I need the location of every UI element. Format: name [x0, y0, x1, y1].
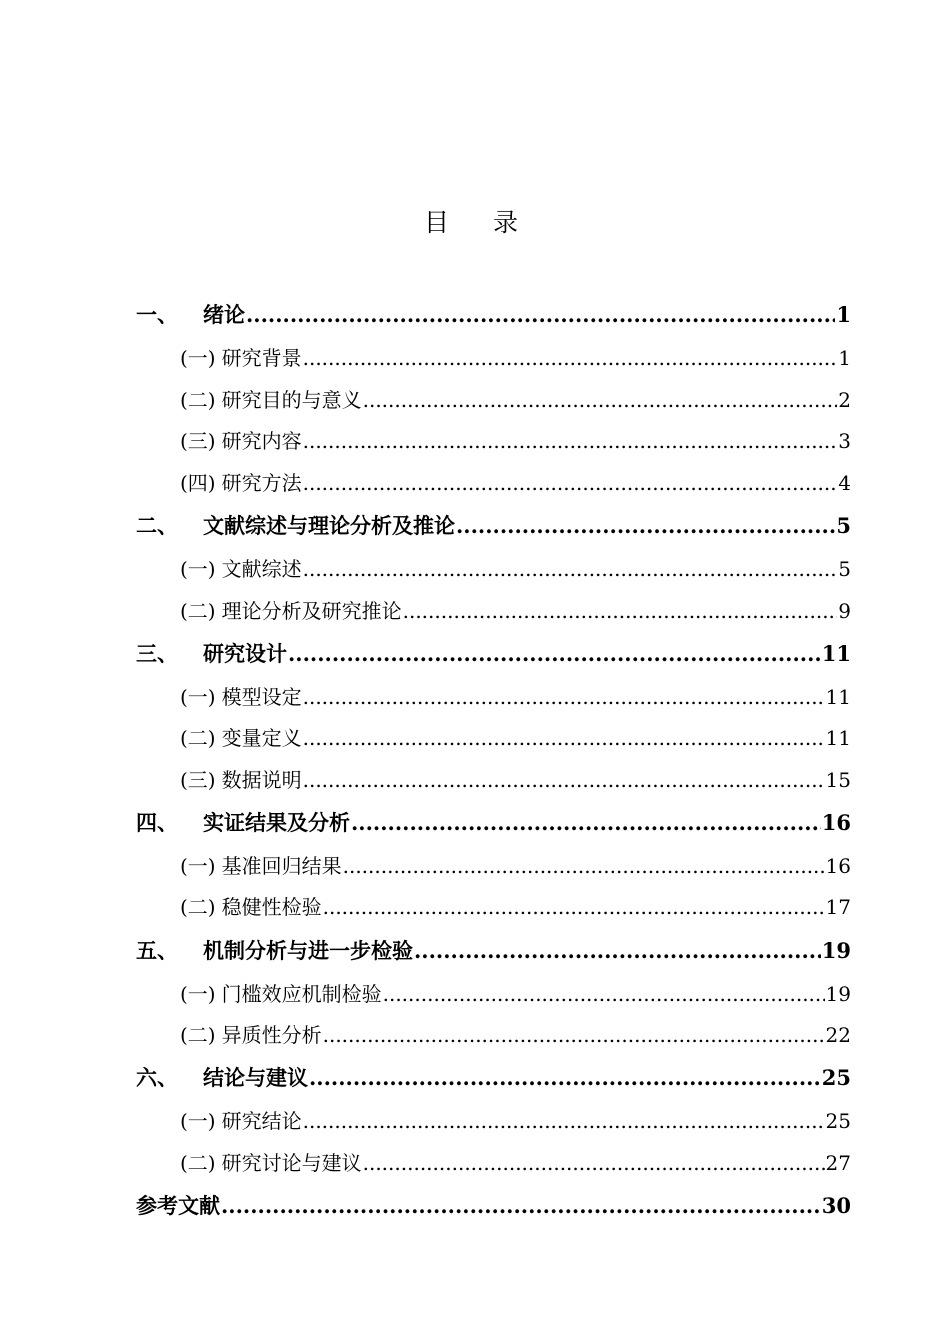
toc-leader-dots: [383, 981, 825, 1007]
toc-leader-dots: [403, 598, 838, 624]
toc-leader-dots: [303, 684, 825, 710]
toc-entry-number: 二、: [136, 513, 178, 538]
toc-leader-dots: [343, 853, 825, 879]
toc-entry[interactable]: [136, 676, 851, 710]
toc-entry[interactable]: [136, 930, 851, 964]
toc-entry[interactable]: [136, 973, 851, 1007]
toc-entry-title: 异质性分析: [221, 1023, 322, 1047]
toc-entry-title: 稳健性检验: [221, 895, 322, 919]
toc-entry-number: 三、: [136, 641, 178, 666]
toc-entry-title: 实证结果及分析: [203, 810, 350, 835]
toc-entry-number: (二): [180, 895, 216, 919]
toc-entry-page: 25: [821, 1065, 851, 1090]
toc-entry-title: 文献综述: [221, 557, 302, 581]
toc-entry-page: 5: [836, 513, 851, 538]
toc-entry-page: 2: [838, 388, 851, 412]
toc-entry-number: 四、: [136, 810, 178, 835]
toc-entry-number: (一): [180, 982, 216, 1006]
toc-entry-title: 参考文献: [136, 1193, 220, 1218]
page-title: 目录: [423, 208, 562, 237]
toc-entry-title: 研究讨论与建议: [221, 1151, 362, 1175]
toc-leader-dots: [363, 387, 838, 413]
toc-entry[interactable]: [136, 590, 851, 624]
toc-entry[interactable]: [136, 1142, 851, 1176]
toc-entry-title: 基准回归结果: [221, 854, 342, 878]
toc-entry[interactable]: [136, 1100, 851, 1134]
toc-entry[interactable]: [136, 505, 851, 539]
toc-entry-page: 1: [836, 302, 851, 327]
toc-entry[interactable]: [136, 420, 851, 454]
toc-entry[interactable]: [136, 379, 851, 413]
toc-leader-dots: [303, 428, 838, 454]
toc-entry[interactable]: [136, 337, 851, 371]
toc-entry[interactable]: [136, 1014, 851, 1048]
toc-entry-page: 11: [825, 726, 851, 750]
toc-entry-title: 变量定义: [221, 726, 302, 750]
toc-leader-dots: [309, 1065, 821, 1091]
toc-entry-number: (一): [180, 346, 216, 370]
toc-leader-dots: [456, 513, 835, 539]
toc-leader-dots: [221, 1193, 821, 1219]
toc-entry[interactable]: [136, 759, 851, 793]
toc-entry-title: 研究结论: [221, 1109, 302, 1133]
toc-leader-dots: [303, 1108, 825, 1134]
toc-entry-page: 11: [825, 685, 851, 709]
toc-leader-dots: [323, 1022, 825, 1048]
toc-entry-title: 文献综述与理论分析及推论: [203, 513, 455, 538]
toc-leader-dots: [303, 345, 838, 371]
toc-entry-title: 研究设计: [203, 641, 287, 666]
toc-entry-title: 研究背景: [221, 346, 302, 370]
toc-entry-page: 11: [821, 641, 851, 666]
toc-leader-dots: [246, 302, 835, 328]
toc-entry-number: (二): [180, 388, 216, 412]
toc-entry-number: (二): [180, 1151, 216, 1175]
toc-entry-page: 16: [821, 810, 851, 835]
toc-entry-page: 16: [825, 854, 851, 878]
toc-entry-page: 9: [838, 599, 851, 623]
toc-entry-title: 研究方法: [221, 471, 302, 495]
toc-entry-page: 30: [821, 1193, 851, 1218]
toc-entry-number: (三): [180, 429, 216, 453]
toc-entry-page: 15: [825, 768, 851, 792]
toc-leader-dots: [351, 810, 821, 836]
toc-leader-dots: [363, 1150, 825, 1176]
toc-entry-number: 一、: [136, 302, 178, 327]
toc-entry-number: 六、: [136, 1065, 178, 1090]
toc-leader-dots: [303, 556, 838, 582]
toc-entry-page: 5: [838, 557, 851, 581]
toc-entry-number: (二): [180, 599, 216, 623]
toc-entry-number: (一): [180, 1109, 216, 1133]
toc-entry-page: 19: [821, 938, 851, 963]
toc-entry[interactable]: [136, 886, 851, 920]
toc-leader-dots: [303, 470, 838, 496]
toc-entry-number: (一): [180, 685, 216, 709]
toc-entry-title: 机制分析与进一步检验: [203, 938, 413, 963]
toc-entry[interactable]: [136, 1185, 851, 1219]
toc-leader-dots: [323, 894, 825, 920]
toc-entry-number: (三): [180, 768, 216, 792]
toc-entry-page: 3: [838, 429, 851, 453]
toc-entry-page: 27: [825, 1151, 851, 1175]
toc-entry-title: 模型设定: [221, 685, 302, 709]
toc-entry[interactable]: [136, 1057, 851, 1091]
toc-entry-number: (二): [180, 1023, 216, 1047]
toc-entry-page: 22: [825, 1023, 851, 1047]
toc-leader-dots: [303, 767, 825, 793]
toc-entry-page: 19: [825, 982, 851, 1006]
toc-entry-number: (四): [180, 471, 216, 495]
toc-leader-dots: [288, 641, 821, 667]
toc-entry-number: 五、: [136, 938, 178, 963]
toc-entry-title: 研究内容: [221, 429, 302, 453]
toc-entry-title: 研究目的与意义: [221, 388, 362, 412]
toc-entry[interactable]: [136, 462, 851, 496]
toc-leader-dots: [303, 725, 825, 751]
toc-entry[interactable]: [136, 802, 851, 836]
toc-entry-page: 1: [838, 346, 851, 370]
toc-entry-page: 17: [825, 895, 851, 919]
toc-entry[interactable]: [136, 294, 851, 328]
toc-entry[interactable]: [136, 845, 851, 879]
toc-entry[interactable]: [136, 548, 851, 582]
toc-entry-title: 数据说明: [221, 768, 302, 792]
toc-entry-page: 25: [825, 1109, 851, 1133]
toc-entry-title: 门槛效应机制检验: [221, 982, 382, 1006]
toc-leader-dots: [414, 938, 821, 964]
toc-entry[interactable]: [136, 633, 851, 667]
toc-entry[interactable]: [136, 717, 851, 751]
toc-entry-title: 结论与建议: [203, 1065, 308, 1090]
toc-entry-number: (一): [180, 854, 216, 878]
toc-entry-title: 理论分析及研究推论: [221, 599, 402, 623]
toc-entry-number: (一): [180, 557, 216, 581]
toc-entry-page: 4: [838, 471, 851, 495]
toc-entry-title: 绪论: [203, 302, 245, 327]
toc-entry-number: (二): [180, 726, 216, 750]
